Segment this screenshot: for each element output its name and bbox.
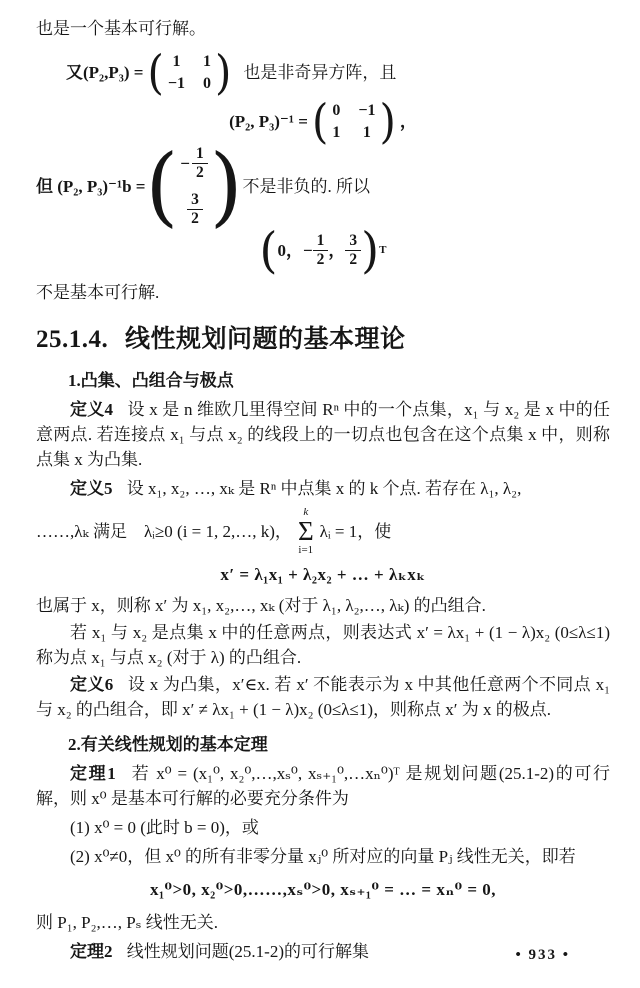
transpose-superscript: T: [379, 244, 387, 257]
theorem-1-item-2: (2) x⁰≠0，但 x⁰ 的所有非零分量 xⱼ⁰ 所对应的向量 Pⱼ 线性无关，即若: [70, 846, 576, 866]
formula2-lhs: (P₂, P₃)⁻¹ =: [229, 112, 308, 131]
left-paren: (: [145, 136, 179, 237]
matrix-cell: −1: [167, 75, 185, 92]
theorem-1-condition: x₁⁰>0, x₂⁰>0,……,xₛ⁰>0, xₛ₊₁⁰ = … = xₙ⁰ = 0,: [149, 879, 497, 899]
fraction-numerator: 3: [187, 191, 203, 210]
formula-row-vector: [36, 221, 610, 279]
left-paren: (: [259, 221, 278, 279]
intro-line: 也是一个基本可行解。: [36, 19, 206, 38]
formula3-suffix: 不是非负的. 所以: [242, 177, 370, 197]
subsection-1-title: 1.凸集、凸组合与极点: [68, 370, 234, 390]
convex-combination-formula: x′ = λ₁x₁ + λ₂x₂ + … + λₖxₖ: [220, 564, 426, 584]
theorem-1-conclusion: 则 P₁, P₂,…, Pₛ 线性无关.: [36, 912, 218, 932]
definition-4: [36, 397, 610, 472]
definition-5-text1: 设 x₁, x₂, …, xₖ 是 Rⁿ 中点集 x 的 k 个点. 若存在 λ₁, λ₂,: [126, 478, 522, 498]
fraction-denominator: 2: [349, 251, 358, 269]
theorem-1-text: 若 x⁰ = (x₁⁰, x₂⁰,…,xₛ⁰, xₛ₊₁⁰,…xₙ⁰)ᵀ 是规划问题(25.1-2)的可行解，则 x⁰ 是基本可行解的必要充分条件为: [36, 763, 611, 808]
formula3-lhs: 但 (P₂, P₃)⁻¹b =: [36, 177, 146, 197]
matrix-cell: 1: [203, 53, 211, 70]
theorem-2-term: 定理2: [70, 941, 113, 961]
theorem-1-term: 定理1: [70, 763, 116, 783]
section-heading: [36, 327, 610, 352]
formula-nonsingular-matrix: [66, 44, 610, 100]
page-number: • 933 •: [515, 947, 570, 963]
vector-entry: [185, 191, 203, 229]
definition-5-line2: [36, 507, 610, 556]
theorem-2-text: 线性规划问题(25.1-2)的可行解集: [126, 941, 369, 961]
fraction-sign: −: [180, 154, 190, 174]
right-paren: ): [209, 136, 243, 237]
definition-6-term: 定义6: [70, 674, 114, 694]
definition-4-term: 定义4: [70, 399, 113, 419]
closing-line: 不是基本可行解.: [36, 282, 160, 302]
right-paren: ): [361, 221, 380, 279]
matrix-cell: 1: [362, 124, 371, 141]
definition-5-pre-sum: ……,λₖ 满足 λᵢ≥0 (i = 1, 2,…, k)，: [36, 521, 292, 541]
definition-5-term: 定义5: [70, 478, 113, 498]
theorem-1: [36, 761, 610, 811]
summation-upper-limit: k: [303, 505, 309, 518]
fraction-numerator: 3: [345, 232, 361, 251]
matrix-entries: [164, 51, 215, 94]
matrix-2x2: [147, 44, 232, 100]
subsection-2-title: 2.有关线性规划的基本定理: [68, 734, 268, 754]
fraction: [187, 191, 203, 229]
definition-6-text: 设 x 为凸集，x′∈x. 若 x′ 不能表示为 x 中其他任意两个不同点 x₁ 与 x₂ 的凸组合，即 x′ ≠ λx₁ + (1 − λ)x₂ (0≤λ≤1)，则称点 x′ 为 x 的极点.: [36, 674, 611, 719]
definition-5-post-sum: λᵢ = 1，使: [319, 521, 392, 541]
convex-pair-paragraph: 若 x₁ 与 x₂ 是点集 x 中的任意两点，则表达式 x′ = λx₁ + (1 − λ)x₂ (0≤λ≤1) 称为点 x₁ 与点 x₂ (对于 λ) 的凸组合.: [36, 622, 610, 667]
fraction-denominator: 2: [195, 164, 204, 182]
theorem-1-item-1: (1) x⁰ = 0 (此时 b = 0)，或: [70, 817, 259, 837]
fraction-numerator: 1: [313, 232, 329, 251]
formula-vector-b: [36, 136, 610, 237]
fraction-denominator: 2: [191, 209, 199, 227]
formula2-trail: ，: [399, 112, 417, 131]
definition-5-line3: 也属于 x，则称 x′ 为 x₁, x₂,…, xₖ (对于 λ₁, λ₂,…, λₖ) 的凸组合.: [36, 595, 486, 615]
fraction-numerator: 1: [192, 145, 208, 164]
section-title: 线性规划问题的基本理论: [125, 325, 406, 353]
fraction: [313, 232, 329, 270]
summation: [298, 507, 314, 556]
matrix-cell: 1: [332, 124, 341, 141]
vector-entry: [180, 145, 207, 183]
vector-lead: 0，−: [277, 241, 313, 261]
column-vector: [178, 145, 209, 228]
matrix-entries: [328, 100, 379, 143]
matrix-cell: −1: [358, 102, 376, 119]
matrix-cell: 1: [172, 53, 181, 70]
right-paren: ): [215, 44, 232, 100]
definition-4-text: 设 x 是 n 维欧几里得空间 Rⁿ 中的一个点集，x₁ 与 x₂ 是 x 中的任意两点. 若连接点 x₁ 与点 x₂ 的线段上的一切点也包含在这个点集 x 中，则称点集 x 为凸集.: [36, 399, 611, 469]
matrix-2x2: [311, 93, 396, 149]
fraction: [345, 232, 361, 270]
summation-lower-limit: i=1: [298, 543, 314, 556]
formula-inverse-matrix: [36, 93, 610, 149]
formula1-suffix: 也是非奇异方阵，且: [243, 63, 397, 82]
left-paren: (: [311, 93, 329, 149]
matrix-cell: 0: [203, 75, 211, 92]
fraction-denominator: 2: [316, 251, 325, 269]
fraction: [192, 145, 208, 183]
vector-separator: ，: [328, 241, 346, 261]
definition-5-line1: [36, 476, 610, 501]
matrix-cell: 0: [332, 102, 341, 119]
definition-6: [36, 672, 610, 722]
right-paren: ): [379, 93, 396, 149]
sigma-symbol: Σ: [297, 515, 314, 546]
section-number: 25.1.4.: [36, 325, 109, 353]
formula1-lhs: 又(P₂,P₃) =: [66, 63, 144, 82]
left-paren: (: [147, 44, 164, 100]
